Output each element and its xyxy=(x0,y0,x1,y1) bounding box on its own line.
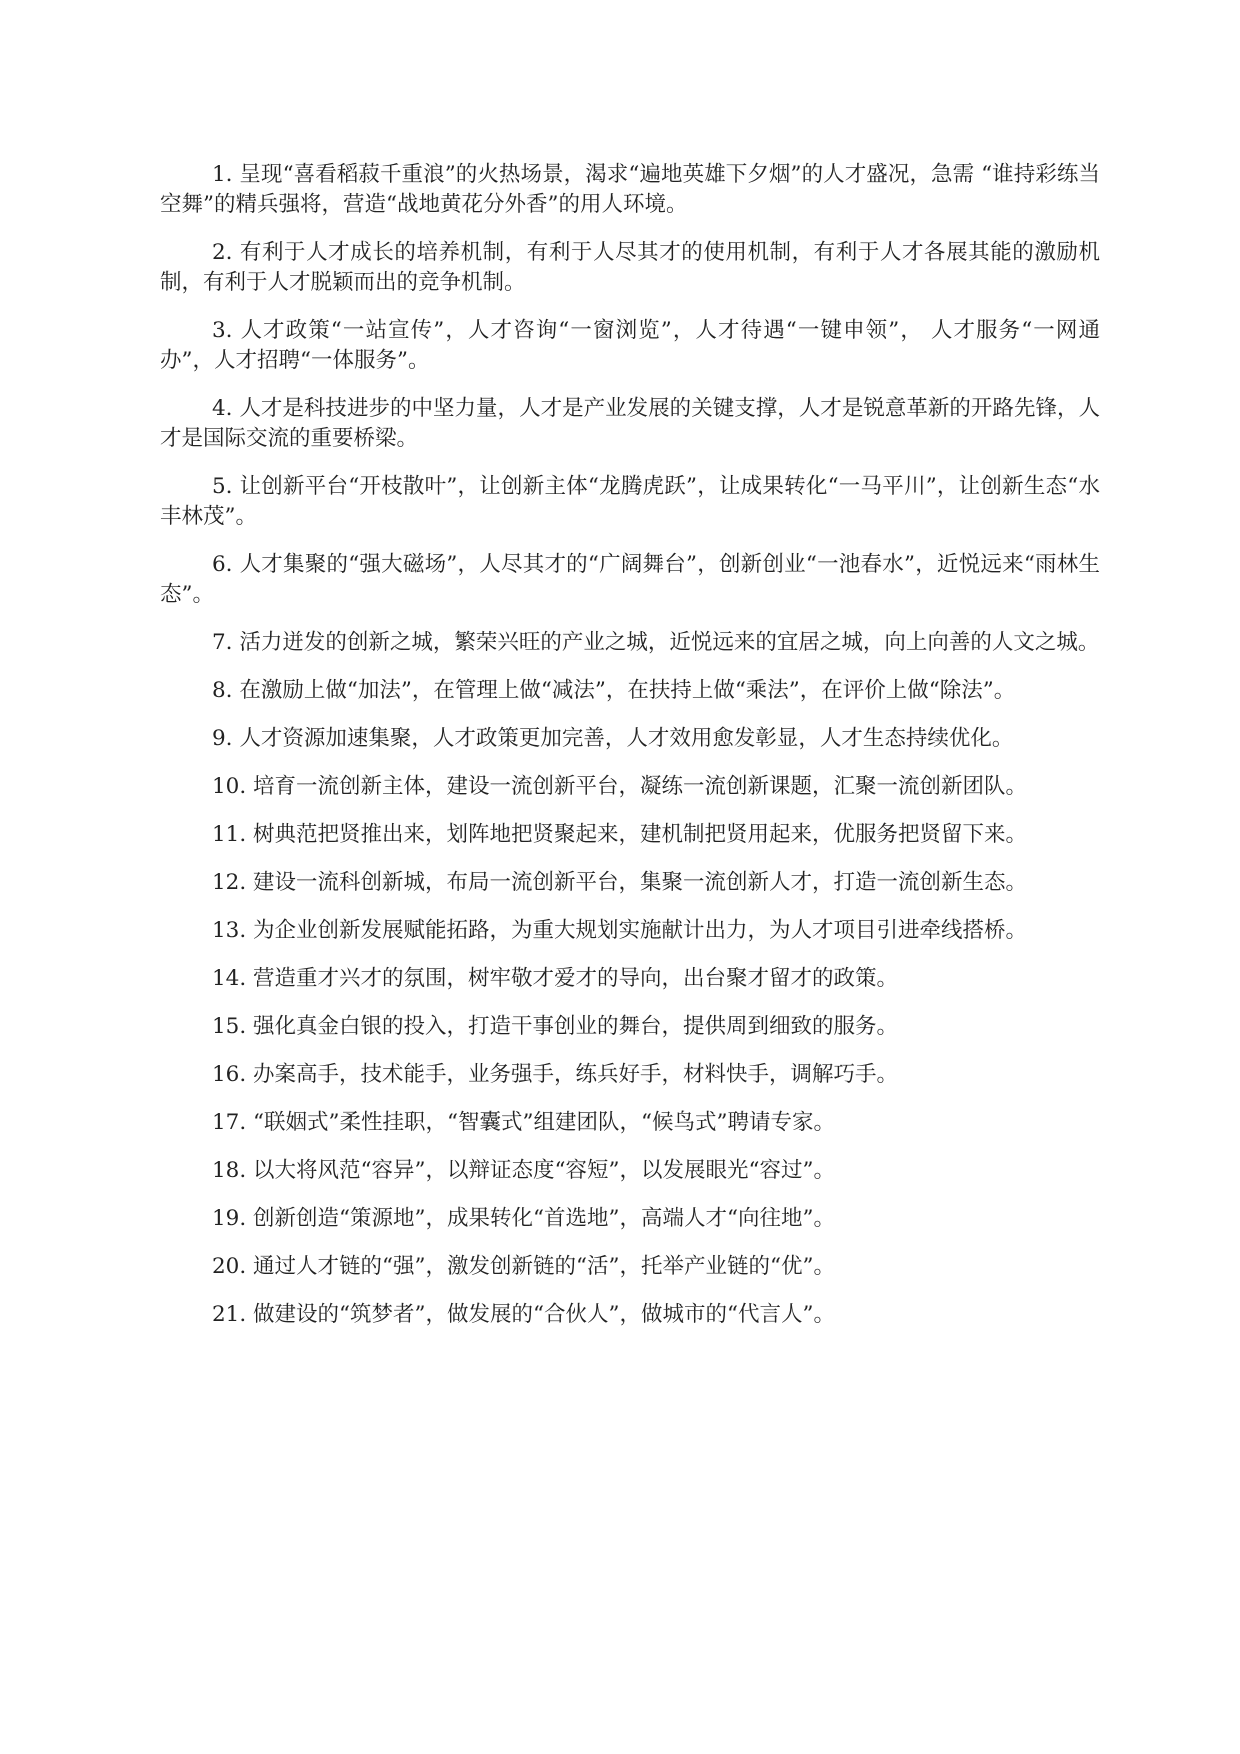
document-body xyxy=(160,160,1100,1348)
paragraph-2: 2. 有利于人才成长的培养机制，有利于人尽其才的使用机制，有利于人才各展其能的激励机制，有利于人才脱颖而出的竞争机制。 xyxy=(160,240,1100,295)
paragraph-15: 15. 强化真金白银的投入，打造干事创业的舞台，提供周到细致的服务。 xyxy=(212,1014,899,1039)
paragraph-4: 4. 人才是科技进步的中坚力量，人才是产业发展的关键支撑，人才是锐意革新的开路先锋，人才是国际交流的重要桥梁。 xyxy=(160,396,1100,451)
paragraph-11: 11. 树典范把贤推出来，划阵地把贤聚起来，建机制把贤用起来，优服务把贤留下来。 xyxy=(212,822,1028,847)
paragraph-3: 3. 人才政策“一站宣传”，人才咨询“一窗浏览”，人才待遇“一键申领”， 人才服务“一网通办”，人才招聘“一体服务”。 xyxy=(160,318,1100,373)
paragraph-14: 14. 营造重才兴才的氛围，树牢敬才爱才的导向，出台聚才留才的政策。 xyxy=(212,966,899,991)
paragraph-10: 10. 培育一流创新主体，建设一流创新平台，凝练一流创新课题，汇聚一流创新团队。 xyxy=(212,774,1028,799)
paragraph-21: 21. 做建设的“筑梦者”，做发展的“合伙人”，做城市的“代言人”。 xyxy=(212,1302,835,1327)
paragraph-5: 5. 让创新平台“开枝散叶”，让创新主体“龙腾虎跃”，让成果转化“一马平川”，让创新生态“水丰林茂”。 xyxy=(160,474,1100,529)
paragraph-9: 9. 人才资源加速集聚，人才政策更加完善，人才效用愈发彰显，人才生态持续优化。 xyxy=(212,726,1014,751)
paragraph-12: 12. 建设一流科创新城，布局一流创新平台，集聚一流创新人才，打造一流创新生态。 xyxy=(212,870,1028,895)
paragraph-20: 20. 通过人才链的“强”，激发创新链的“活”，托举产业链的“优”。 xyxy=(212,1254,835,1279)
paragraph-8: 8. 在激励上做“加法”，在管理上做“减法”，在扶持上做“乘法”，在评价上做“除法”。 xyxy=(212,678,1016,703)
paragraph-13: 13. 为企业创新发展赋能拓路，为重大规划实施献计出力，为人才项目引进牵线搭桥。 xyxy=(212,918,1028,943)
paragraph-18: 18. 以大将风范“容异”，以辩证态度“容短”，以发展眼光“容过”。 xyxy=(212,1158,835,1183)
paragraph-16: 16. 办案高手，技术能手，业务强手，练兵好手，材料快手，调解巧手。 xyxy=(212,1062,899,1087)
paragraph-1: 1. 呈现“喜看稻菽千重浪”的火热场景，渴求“遍地英雄下夕烟”的人才盛况，急需 “谁持彩练当空舞”的精兵强将，营造“战地黄花分外香”的用人环境。 xyxy=(160,162,1100,217)
paragraph-7: 7. 活力迸发的创新之城，繁荣兴旺的产业之城，近悦远来的宜居之城，向上向善的人文之城。 xyxy=(212,630,1100,655)
paragraph-19: 19. 创新创造“策源地”，成果转化“首选地”，高端人才“向往地”。 xyxy=(212,1206,835,1231)
paragraph-17: 17. “联姻式”柔性挂职，“智囊式”组建团队，“候鸟式”聘请专家。 xyxy=(212,1110,835,1135)
paragraph-6: 6. 人才集聚的“强大磁场”，人尽其才的“广阔舞台”，创新创业“一池春水”，近悦远来“雨林生态”。 xyxy=(160,552,1100,607)
